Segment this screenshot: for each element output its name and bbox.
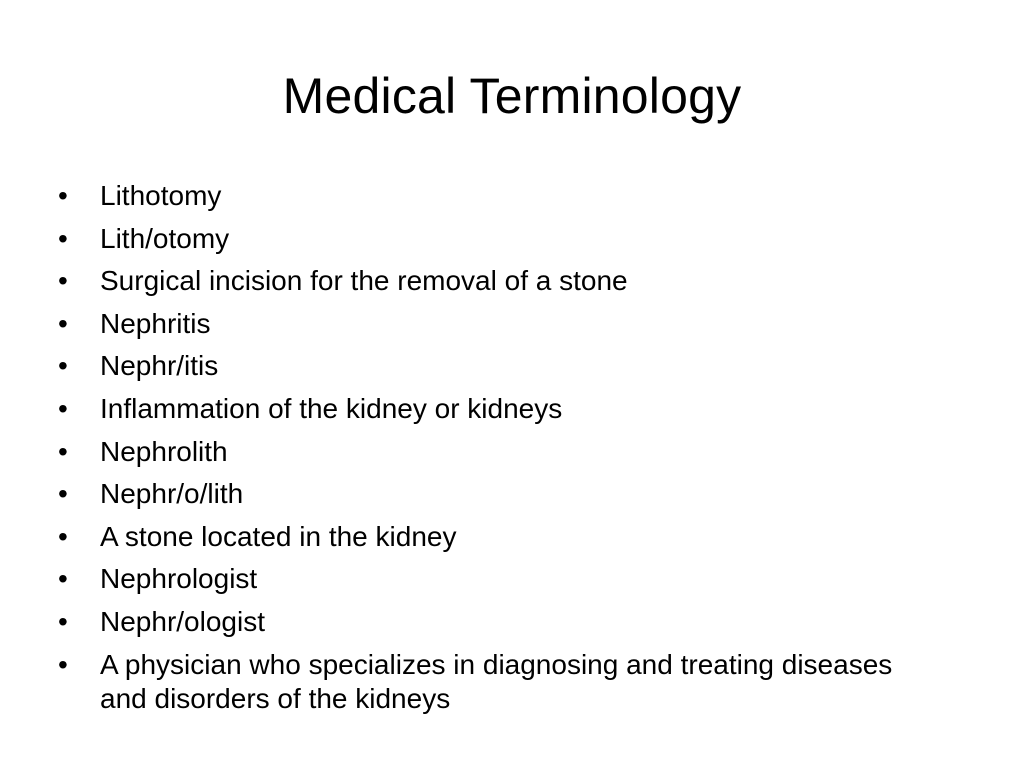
bullet-item-lith-otomy <box>58 222 938 256</box>
bullet-text: Surgical incision for the removal of a stone <box>100 265 628 297</box>
bullet-text: A physician who specializes in diagnosing and treating diseases and disorders of the kidneys <box>100 648 893 714</box>
bullet-text: A stone located in the kidney <box>100 520 457 552</box>
bullet-list <box>58 179 938 724</box>
bullet-text: Nephritis <box>100 307 211 339</box>
slide-title: Medical Terminology <box>282 68 742 124</box>
bullet-item-lithotomy <box>58 179 938 213</box>
bullet-item-nephrologist <box>58 562 938 596</box>
bullet-point: • <box>58 265 68 297</box>
bullet-point: • <box>58 478 68 510</box>
bullet-point: • <box>58 435 68 467</box>
bullet-point: • <box>58 180 68 211</box>
bullet-point: • <box>58 392 68 424</box>
bullet-item-nephrolith-definition <box>58 520 938 554</box>
bullet-text: Nephrolith <box>100 435 228 467</box>
bullet-item-nephritis-definition <box>58 392 938 426</box>
bullet-point: • <box>58 307 68 339</box>
bullet-text: Nephrologist <box>100 563 258 595</box>
bullet-text: Lithotomy <box>100 180 222 211</box>
bullet-item-nephr-itis <box>58 349 938 383</box>
bullet-text: Nephr/itis <box>100 350 219 382</box>
bullet-point: • <box>58 648 68 680</box>
bullet-point: • <box>58 563 68 595</box>
bullet-item-nephr-o-lith <box>58 477 938 511</box>
bullet-point: • <box>58 520 68 552</box>
bullet-item-nephr-ologist <box>58 605 938 639</box>
bullet-item-nephrolith <box>58 435 938 469</box>
bullet-text: Inflammation of the kidney or kidneys <box>100 392 563 424</box>
bullet-item-nephrologist-definition <box>58 648 938 716</box>
bullet-item-nephritis <box>58 307 938 341</box>
bullet-point: • <box>58 350 68 382</box>
bullet-item-lithotomy-definition <box>58 264 938 298</box>
bullet-text: Nephr/ologist <box>100 605 265 637</box>
bullet-point: • <box>58 222 68 254</box>
bullet-text: Nephr/o/lith <box>100 478 244 510</box>
bullet-text: Lith/otomy <box>100 222 230 254</box>
bullet-point: • <box>58 605 68 637</box>
